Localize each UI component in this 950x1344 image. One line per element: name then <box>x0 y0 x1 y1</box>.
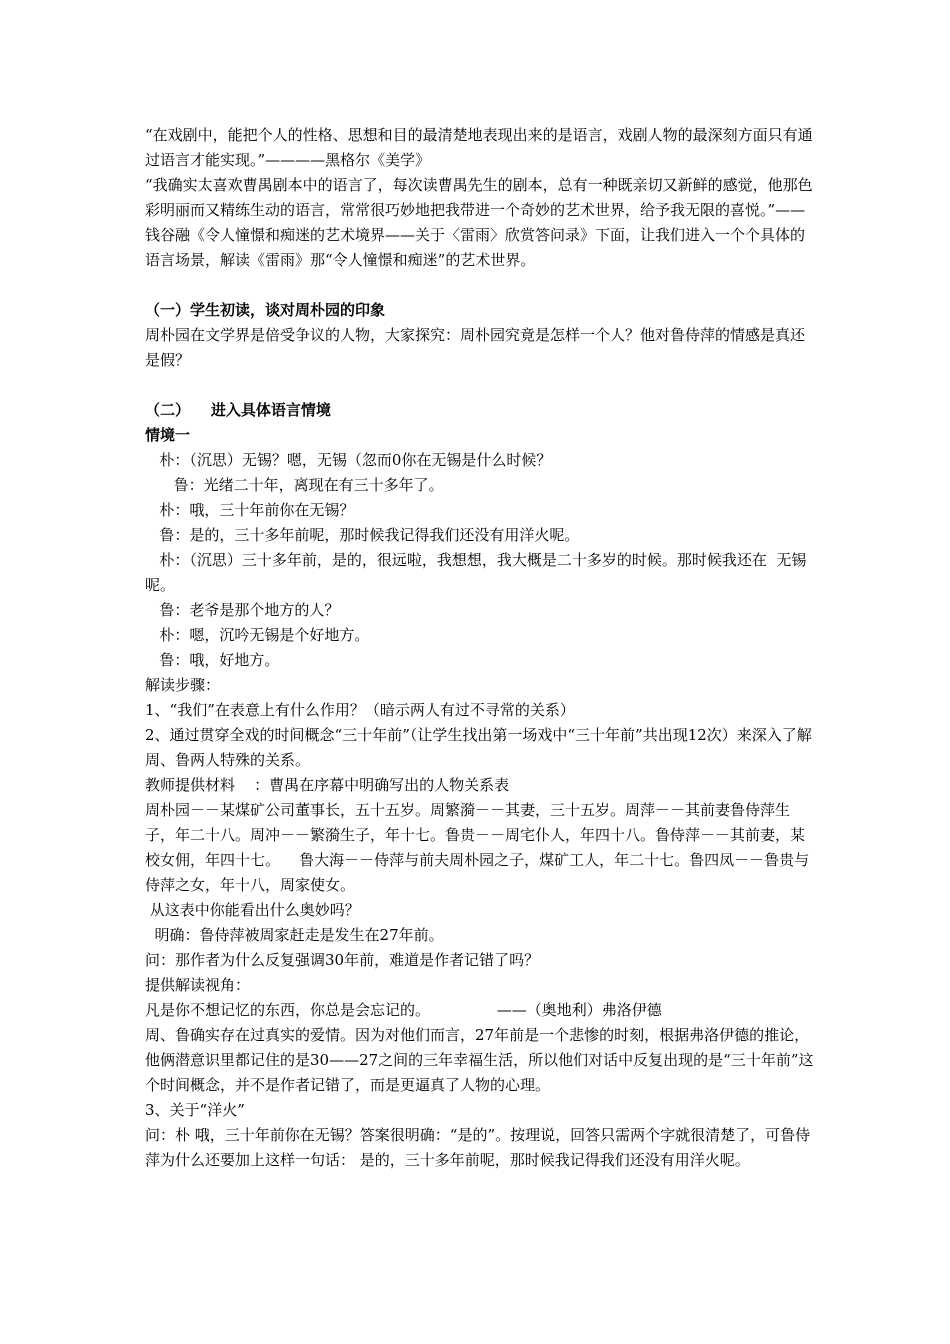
perspective-label: 提供解读视角： <box>145 976 251 994</box>
steps-label: 解读步骤： <box>145 676 221 694</box>
dialogue-line: 鲁：是的，三十多年前呢，那时候我记得我们还没有用洋火呢。 <box>145 526 580 544</box>
step-2: 2、通过贯穿全戏的时间概念“三十年前”（让学生找出第一场戏中“三十年前”共出现12次）来深入了解周、鲁两人特殊的关系。 <box>145 726 812 769</box>
question-3: 问：朴 哦，三十年前你在无锡？答案很明确：“是的”。按理说，回答只需两个字就很清楚了，可鲁侍萍为什么还要加上这样一句话： 是的，三十多年前呢，那时候我记得我们还没有用洋火呢。 <box>145 1126 811 1169</box>
dialogue-line: 鲁：老爷是那个地方的人？ <box>145 601 340 619</box>
question-1: 从这表中你能看出什么奥妙吗？ <box>145 901 360 919</box>
dialogue-line: 朴：嗯，沉吟无锡是个好地方。 <box>145 626 370 644</box>
section-heading-2: （二） 进入具体语言情境 <box>145 401 331 419</box>
answer-1: 明确：鲁侍萍被周家赶走是发生在27年前。 <box>145 926 444 944</box>
spacer <box>145 273 817 298</box>
material-label: 教师提供材料 ：曹禺在序幕中明确写出的人物关系表 <box>145 776 510 794</box>
dialogue-line: 朴：（沉思）三十多年前，是的，很远啦，我想想，我大概是二十多岁的时候。那时候我还在 无锡呢。 <box>145 551 807 594</box>
dialogue-line: 朴：（沉思）无锡？嗯，无锡（忽而0你在无锡是什么时候？ <box>145 451 552 469</box>
question-2: 问：那作者为什么反复强调30年前，难道是作者记错了吗？ <box>145 951 540 969</box>
qian-gurong-quote: “我确实太喜欢曹禺剧本中的语言了，每次读曹禺先生的剧本，总有一种既亲切又新鲜的感觉，他那色彩明丽而又精练生动的语言，常常很巧妙地把我带进一个奇妙的艺术世界，给予我无限的喜悦。”——钱谷融《令人憧憬和痴迷的艺术境界——关于〈雷雨〉欣赏答问录》下面，让我们进入一个个具体的语言场景，解读《雷雨》那“令人憧憬和痴迷”的艺术世界。 <box>145 176 813 269</box>
section-heading-1: （一）学生初读，谈对周朴园的印象 <box>145 301 386 319</box>
hegel-quote: “在戏剧中，能把个人的性格、思想和目的最清楚地表现出来的是语言，戏剧人物的最深刻方面只有通过语言才能实现。”————黑格尔《美学》 <box>145 126 813 169</box>
dialogue-line: 朴：哦，三十年前你在无锡？ <box>145 501 355 519</box>
character-relations: 周朴园－－某煤矿公司董事长，五十五岁。周繁漪－－其妻，三十五岁。周萍－－其前妻鲁侍萍生子，年二十八。周冲－－繁漪生子，年十七。鲁贵－－周宅仆人，年四十八。鲁侍萍－－其前妻，某校女佣，年四十七。 鲁大海－－侍萍与前夫周朴园之子，煤矿工人，年二十七。鲁四凤－－鲁贵与侍萍之女，年十八，周家使女。 <box>145 801 810 894</box>
spacer <box>145 373 817 398</box>
step-3: 3、关于“洋火” <box>145 1101 245 1119</box>
document-body <box>145 123 817 1173</box>
freud-quote: 凡是你不想记忆的东西，你总是会忘记的。 ——（奥地利）弗洛伊德 <box>145 1001 662 1019</box>
section-body-1: 周朴园在文学界是倍受争议的人物，大家探究：周朴园究竟是怎样一个人？他对鲁侍萍的情感是真还是假？ <box>145 326 806 369</box>
step-1: 1、“我们”在表意上有什么作用？（暗示两人有过不寻常的关系） <box>145 701 575 719</box>
scene-heading-1: 情境一 <box>145 426 191 444</box>
dialogue-line: 鲁：哦，好地方。 <box>145 651 280 669</box>
dialogue-line: 鲁：光绪二十年，离现在有三十多年了。 <box>145 476 444 494</box>
analysis-paragraph: 周、鲁确实存在过真实的爱情。因为对他们而言，27年前是一个悲惨的时刻，根据弗洛伊德的推论，他俩潜意识里都记住的是30——27之间的三年幸福生活，所以他们对话中反复出现的是“三十年前”这个时间概念，并不是作者记错了，而是更逼真了人物的心理。 <box>145 1026 814 1094</box>
